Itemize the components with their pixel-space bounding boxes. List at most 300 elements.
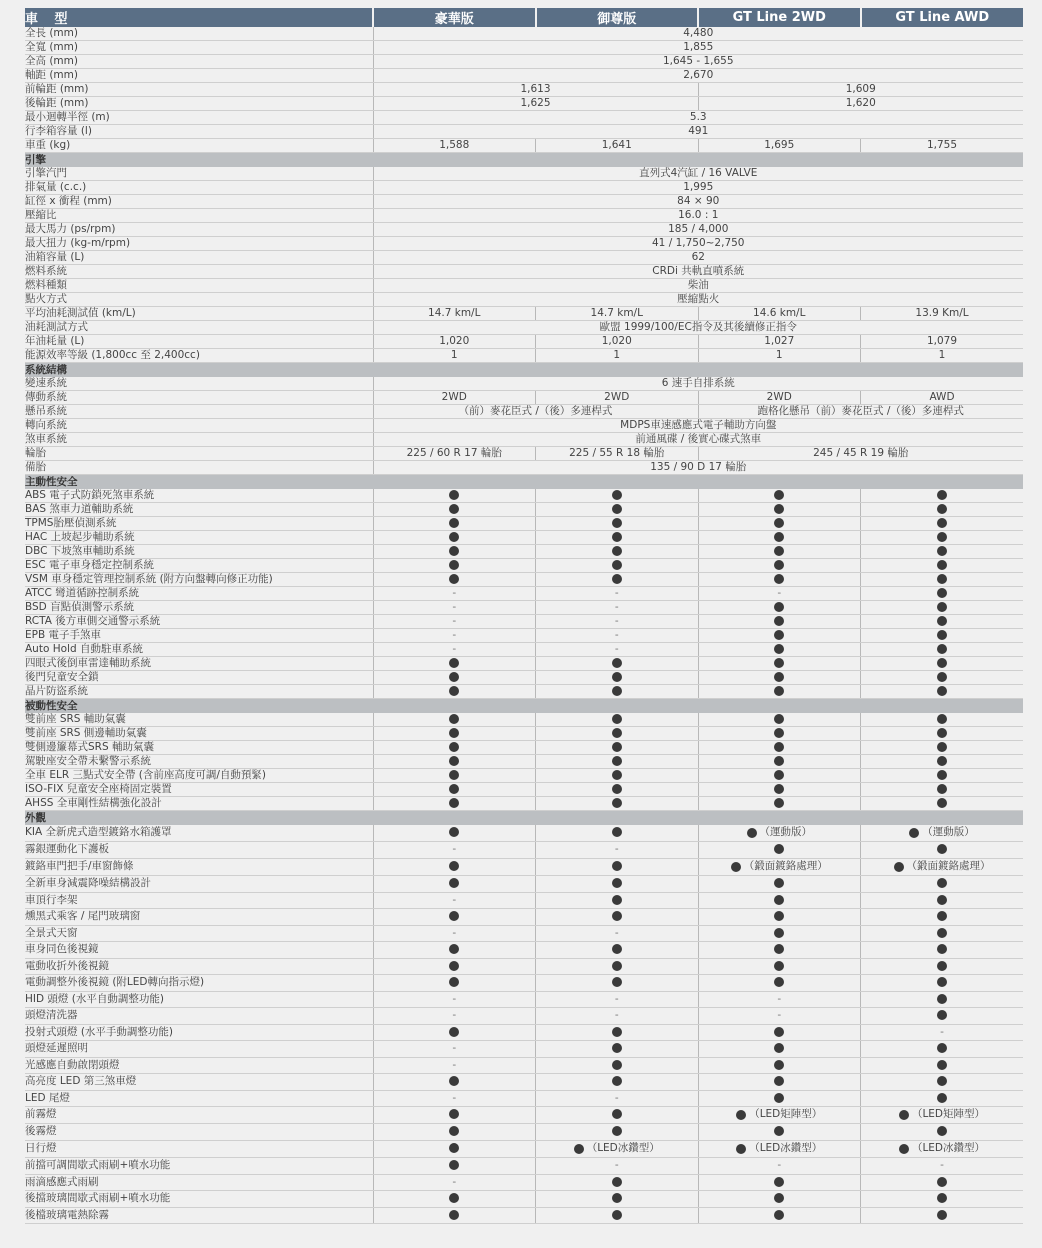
spec-row [25,1074,1023,1091]
not-available-mark: - [614,926,619,939]
spec-label: 晶片防盜系統 [25,685,373,699]
spec-row [25,209,1023,223]
spec-value [536,713,699,727]
standard-equipment-dot [937,928,947,938]
spec-label: 油耗測試方式 [25,321,373,335]
spec-value [698,892,861,909]
spec-label: 後輪距 (mm) [25,97,373,111]
spec-value [698,783,861,797]
spec-value [861,629,1024,643]
standard-equipment-dot [774,1093,784,1103]
standard-equipment-dot [937,844,947,854]
spec-row [25,461,1023,475]
spec-label: 電動調整外後視鏡 (附LED轉向指示燈) [25,975,373,992]
standard-equipment-dot [774,1060,784,1070]
spec-row [25,181,1023,195]
standard-equipment-dot [774,560,784,570]
standard-equipment-dot [449,1193,459,1203]
spec-value [536,769,699,783]
standard-equipment-dot [909,828,919,838]
spec-label: 後霧燈 [25,1124,373,1141]
section-header [25,811,1023,826]
spec-row [25,755,1023,769]
spec-label: ATCC 彎道循跡控制系統 [25,587,373,601]
spec-value [536,1140,699,1157]
standard-equipment-dot [612,742,622,752]
spec-row [25,587,1023,601]
standard-equipment-dot [612,1210,622,1220]
standard-equipment-dot [747,828,757,838]
spec-row [25,545,1023,559]
standard-equipment-dot [937,728,947,738]
standard-equipment-dot [736,1110,746,1120]
spec-row [25,223,1023,237]
spec-row [25,1008,1023,1025]
spec-value [536,825,699,842]
standard-equipment-dot [937,588,947,598]
standard-equipment-dot [937,994,947,1004]
spec-value [861,925,1024,942]
spec-value [536,657,699,671]
spec-row [25,265,1023,279]
standard-equipment-dot [899,1110,909,1120]
spec-row [25,517,1023,531]
spec-label: 點火方式 [25,293,373,307]
spec-value: 1 [373,349,536,363]
spec-row [25,195,1023,209]
standard-equipment-dot [774,756,784,766]
spec-row [25,321,1023,335]
spec-label: TPMS胎壓偵測系統 [25,517,373,531]
not-available-mark: - [614,615,619,627]
spec-value: 41 / 1,750~2,750 [373,237,1023,251]
spec-value: 直列式4汽缸 / 16 VALVE [373,167,1023,181]
spec-row [25,293,1023,307]
spec-value [373,517,536,531]
spec-value [373,783,536,797]
spec-label: 雙側邊簾幕式SRS 輔助氣囊 [25,741,373,755]
standard-equipment-dot [449,1027,459,1037]
standard-equipment-dot [937,977,947,987]
spec-label: 全寬 (mm) [25,41,373,55]
spec-value [861,942,1024,959]
standard-equipment-dot [937,560,947,570]
spec-value [698,489,861,503]
spec-label: 全高 (mm) [25,55,373,69]
spec-value [536,892,699,909]
spec-value [536,1074,699,1091]
standard-equipment-dot [612,1109,622,1119]
spec-row [25,671,1023,685]
spec-value [861,1057,1024,1074]
equipment-note: （運動版） [759,826,812,838]
spec-value: 1,855 [373,41,1023,55]
standard-equipment-dot [774,1126,784,1136]
spec-value: 1,995 [373,181,1023,195]
spec-row [25,55,1023,69]
spec-value [373,741,536,755]
spec-value [536,643,699,657]
standard-equipment-dot [937,878,947,888]
spec-label: 燻黑式乘客 / 尾門玻璃窗 [25,909,373,926]
standard-equipment-dot [937,630,947,640]
spec-label: 年油耗量 (L) [25,335,373,349]
standard-equipment-dot [937,911,947,921]
standard-equipment-dot [449,911,459,921]
spec-label: 軸距 (mm) [25,69,373,83]
spec-label: 後擋玻璃間歇式雨刷+噴水功能 [25,1191,373,1208]
spec-value [536,545,699,559]
spec-row [25,1041,1023,1058]
spec-label: 駕駛座安全帶未繫警示系統 [25,755,373,769]
spec-value [536,1207,699,1224]
not-available-mark: - [614,1009,619,1021]
spec-value: 4,480 [373,27,1023,41]
spec-value: 1 [861,349,1024,363]
spec-row [25,489,1023,503]
spec-label: 鍍鉻車門把手/車窗飾條 [25,858,373,875]
spec-row [25,825,1023,842]
spec-row [25,335,1023,349]
spec-row [25,447,1023,461]
standard-equipment-dot [937,518,947,528]
spec-value [536,783,699,797]
standard-equipment-dot [774,1043,784,1053]
spec-label: 車頂行李架 [25,892,373,909]
spec-value [373,727,536,741]
spec-value [861,909,1024,926]
spec-value [698,991,861,1008]
spec-value [698,1158,861,1175]
spec-value: 歐盟 1999/100/EC指令及其後續修正指令 [373,321,1023,335]
spec-row [25,685,1023,699]
spec-value [861,1124,1024,1141]
standard-equipment-dot [449,504,459,514]
standard-equipment-dot [774,1076,784,1086]
spec-label: 最大馬力 (ps/rpm) [25,223,373,237]
spec-value: 1,020 [536,335,699,349]
spec-value [698,713,861,727]
spec-value: 跑格化懸吊（前）麥花臣式 /（後）多連桿式 [698,405,1023,419]
spec-value: 14.6 km/L [698,307,861,321]
standard-equipment-dot [612,784,622,794]
spec-label: 懸吊系統 [25,405,373,419]
spec-value: 1 [536,349,699,363]
not-available-mark: - [614,587,619,599]
not-available-mark: - [614,1091,619,1104]
spec-value [698,531,861,545]
not-available-mark: - [452,926,457,939]
spec-value [373,925,536,942]
spec-row [25,503,1023,517]
standard-equipment-dot [612,532,622,542]
spec-value [536,1174,699,1191]
section-title: 系統結構 [25,363,1023,378]
spec-label: 引擎汽門 [25,167,373,181]
not-available-mark: - [777,1009,782,1021]
spec-label: ESC 電子車身穩定控制系統 [25,559,373,573]
spec-row [25,741,1023,755]
spec-value: 1,645 - 1,655 [373,55,1023,69]
spec-row [25,531,1023,545]
standard-equipment-dot [612,1060,622,1070]
not-available-mark: - [452,843,457,856]
spec-label: 燃料系統 [25,265,373,279]
standard-equipment-dot [612,686,622,696]
standard-equipment-dot [774,728,784,738]
equipment-note: （鍛面鍍鉻處理） [906,859,991,872]
spec-value [698,1174,861,1191]
standard-equipment-dot [449,560,459,570]
standard-equipment-dot [449,977,459,987]
spec-value [861,975,1024,992]
spec-value: 135 / 90 D 17 輪胎 [373,461,1023,475]
not-available-mark: - [777,992,782,1005]
standard-equipment-dot [612,861,622,871]
standard-equipment-dot [774,1027,784,1037]
standard-equipment-dot [894,862,904,872]
spec-row [25,237,1023,251]
standard-equipment-dot [449,878,459,888]
spec-value: 1,755 [861,139,1024,153]
spec-value [698,975,861,992]
spec-value [373,489,536,503]
spec-value [698,573,861,587]
not-available-mark: - [614,601,619,613]
standard-equipment-dot [612,878,622,888]
header-row [25,8,1023,27]
standard-equipment-dot [937,798,947,808]
spec-value [861,825,1024,842]
spec-value: 6 速手自排系統 [373,377,1023,391]
spec-row [25,1158,1023,1175]
spec-value [536,601,699,615]
spec-value [373,842,536,859]
spec-label: HAC 上坡起步輔助系統 [25,531,373,545]
spec-value [861,503,1024,517]
spec-value [536,1008,699,1025]
spec-value [698,797,861,811]
spec-label: 前擋可調間歇式雨刷+噴水功能 [25,1158,373,1175]
spec-value [861,1090,1024,1107]
spec-value [861,643,1024,657]
standard-equipment-dot [774,616,784,626]
spec-value: 1,641 [536,139,699,153]
spec-value [373,1074,536,1091]
spec-value [698,1041,861,1058]
spec-row [25,1191,1023,1208]
spec-value [698,909,861,926]
spec-value [698,559,861,573]
spec-value [861,573,1024,587]
standard-equipment-dot [612,658,622,668]
spec-value [536,587,699,601]
spec-value [373,975,536,992]
spec-value [861,531,1024,545]
spec-row [25,1057,1023,1074]
spec-label: Auto Hold 自動駐車系統 [25,643,373,657]
standard-equipment-dot [774,928,784,938]
spec-value [698,629,861,643]
spec-value: MDPS車速感應式電子輔助方向盤 [373,419,1023,433]
spec-row [25,909,1023,926]
spec-row [25,573,1023,587]
spec-value [373,755,536,769]
spec-label: BSD 盲點偵測警示系統 [25,601,373,615]
spec-value [373,713,536,727]
spec-value [536,909,699,926]
spec-value [373,587,536,601]
spec-value [373,942,536,959]
spec-label: 傳動系統 [25,391,373,405]
standard-equipment-dot [937,1126,947,1136]
spec-value [861,783,1024,797]
standard-equipment-dot [449,784,459,794]
spec-value [373,573,536,587]
spec-value [536,1057,699,1074]
standard-equipment-dot [612,1126,622,1136]
standard-equipment-dot [774,1177,784,1187]
spec-row [25,125,1023,139]
spec-value [373,545,536,559]
standard-equipment-dot [449,1143,459,1153]
standard-equipment-dot [449,944,459,954]
not-available-mark: - [452,1091,457,1104]
standard-equipment-dot [937,1193,947,1203]
spec-label: RCTA 後方車側交通警示系統 [25,615,373,629]
not-available-mark: - [452,601,457,613]
spec-label: 電動收折外後視鏡 [25,958,373,975]
standard-equipment-dot [612,911,622,921]
spec-value: 13.9 Km/L [861,307,1024,321]
spec-value [698,727,861,741]
standard-equipment-dot [937,756,947,766]
standard-equipment-dot [736,1144,746,1154]
spec-row [25,279,1023,293]
spec-value [698,671,861,685]
spec-row [25,83,1023,97]
standard-equipment-dot [612,672,622,682]
spec-value [373,1090,536,1107]
standard-equipment-dot [774,944,784,954]
section-header [25,363,1023,378]
spec-label: 頭燈清洗器 [25,1008,373,1025]
not-available-mark: - [452,992,457,1005]
spec-value [861,587,1024,601]
spec-value [536,1090,699,1107]
standard-equipment-dot [731,862,741,872]
spec-value [373,876,536,893]
standard-equipment-dot [449,1076,459,1086]
spec-value [861,755,1024,769]
equipment-note: （鍛面鍍鉻處理） [743,859,828,872]
spec-label: 輪胎 [25,447,373,461]
spec-row [25,433,1023,447]
spec-value: 225 / 60 R 17 輪胎 [373,447,536,461]
spec-value [536,531,699,545]
standard-equipment-dot [612,827,622,837]
spec-value [861,559,1024,573]
standard-equipment-dot [774,798,784,808]
not-available-mark: - [452,615,457,627]
spec-label: 雨滴感應式雨刷 [25,1174,373,1191]
spec-row [25,41,1023,55]
section-title: 被動性安全 [25,699,1023,714]
spec-row [25,1124,1023,1141]
standard-equipment-dot [612,1193,622,1203]
spec-value [698,601,861,615]
spec-row [25,975,1023,992]
spec-row [25,251,1023,265]
spec-value [698,1124,861,1141]
standard-equipment-dot [937,504,947,514]
spec-label: 後門兒童安全鎖 [25,671,373,685]
standard-equipment-dot [937,686,947,696]
standard-equipment-dot [449,1109,459,1119]
spec-row [25,892,1023,909]
spec-label: 車身同色後視鏡 [25,942,373,959]
spec-label: 日行燈 [25,1140,373,1157]
standard-equipment-dot [937,1010,947,1020]
spec-row [25,1090,1023,1107]
spec-label: BAS 煞車力道輔助系統 [25,503,373,517]
spec-value: 前通風碟 / 後實心碟式煞車 [373,433,1023,447]
spec-value [861,797,1024,811]
not-available-mark: - [614,629,619,641]
standard-equipment-dot [612,977,622,987]
spec-value [373,685,536,699]
spec-value [373,769,536,783]
spec-row [25,391,1023,405]
spec-value: 壓縮點火 [373,293,1023,307]
spec-row [25,307,1023,321]
header-trim-2: 御尊版 [536,8,699,27]
spec-value [698,1057,861,1074]
spec-value [536,942,699,959]
spec-row [25,858,1023,875]
standard-equipment-dot [574,1144,584,1154]
standard-equipment-dot [774,686,784,696]
standard-equipment-dot [612,518,622,528]
standard-equipment-dot [937,784,947,794]
spec-row [25,643,1023,657]
spec-label: 投射式頭燈 (水平手動調整功能) [25,1024,373,1041]
spec-value [373,531,536,545]
spec-value [536,1124,699,1141]
not-available-mark: - [452,1175,457,1188]
spec-label: ISO-FIX 兒童安全座椅固定裝置 [25,783,373,797]
spec-value [861,1140,1024,1157]
spec-value [861,1024,1024,1041]
spec-value [698,685,861,699]
spec-value: 84 × 90 [373,195,1023,209]
header-trim-4: GT Line AWD [861,8,1024,27]
spec-value [373,958,536,975]
equipment-note: （LED冰鑽型） [911,1141,986,1154]
standard-equipment-dot [774,490,784,500]
spec-value: 1 [698,349,861,363]
not-available-mark: - [614,643,619,655]
spec-label: 缸徑 x 衝程 (mm) [25,195,373,209]
spec-row [25,1140,1023,1157]
standard-equipment-dot [774,895,784,905]
spec-value: 1,613 [373,83,698,97]
spec-row [25,842,1023,859]
section-title: 引擎 [25,153,1023,168]
standard-equipment-dot [449,770,459,780]
standard-equipment-dot [774,784,784,794]
spec-row [25,727,1023,741]
